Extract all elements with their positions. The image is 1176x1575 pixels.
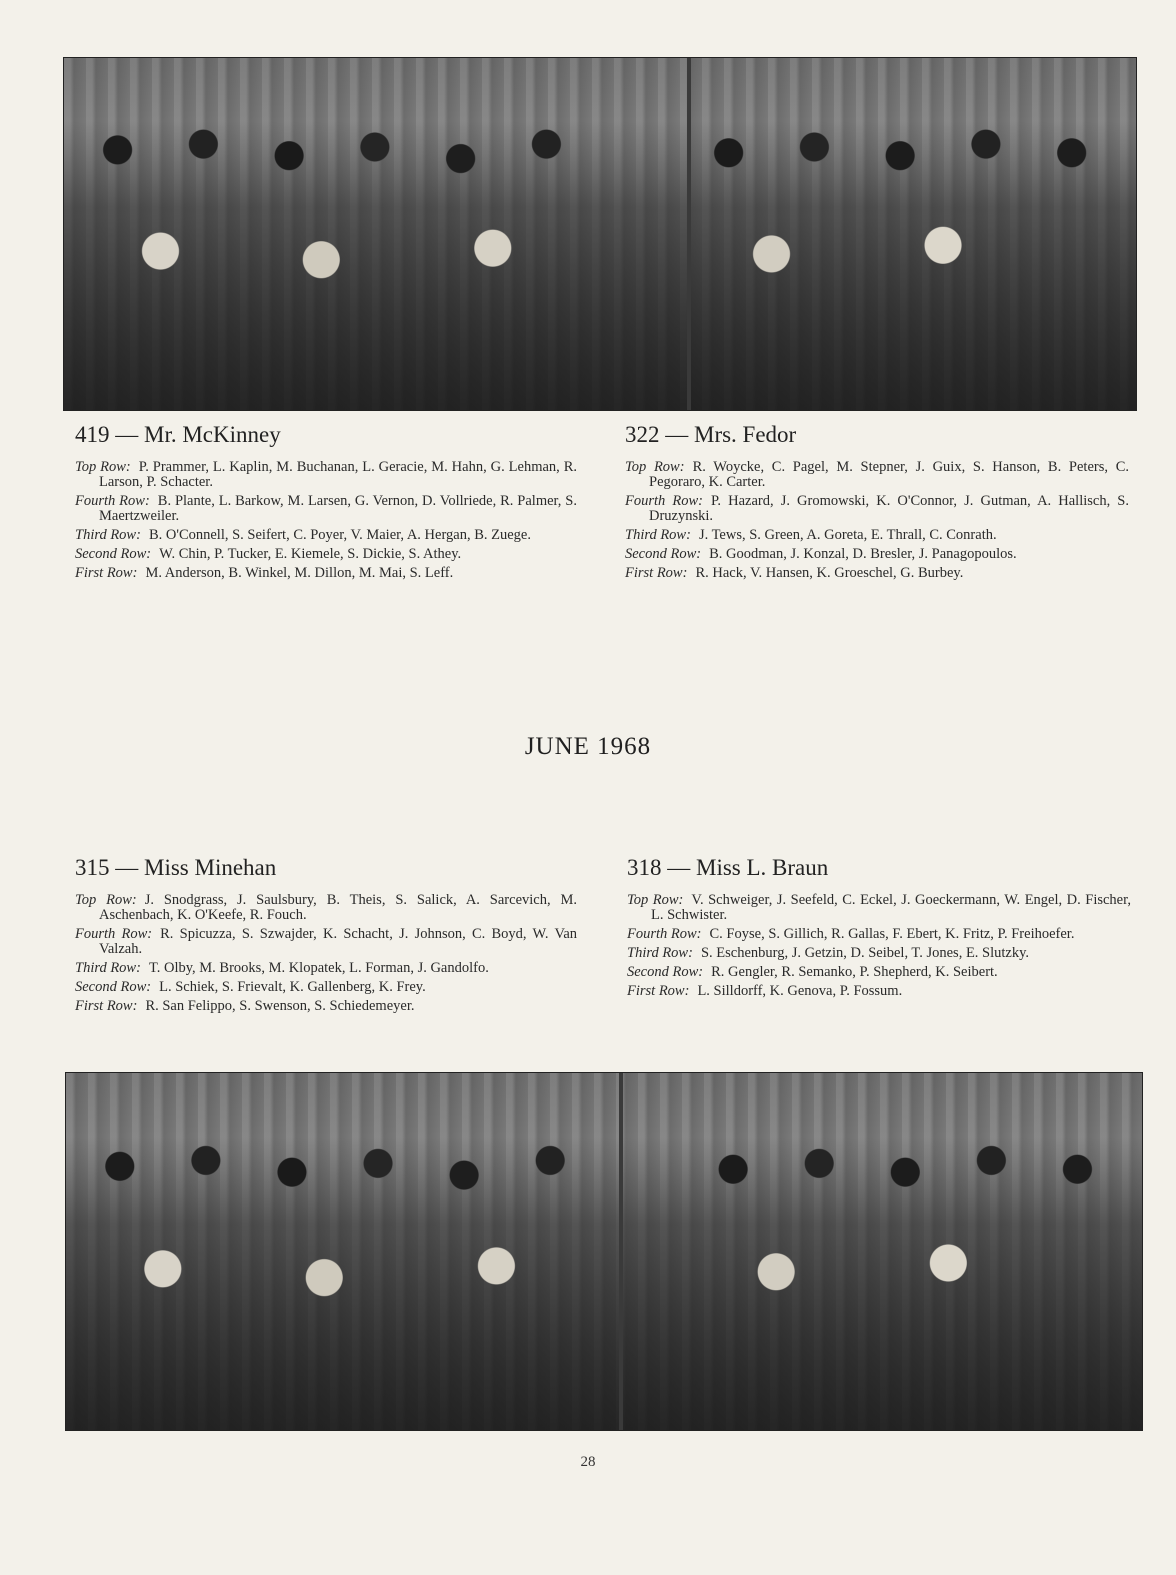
- row-label: First Row:: [627, 983, 690, 999]
- row-names: R. Spicuzza, S. Szwajder, K. Schacht, J. Johnson, C. Boyd, W. Van Valzah.: [99, 926, 577, 957]
- row-caption: [627, 927, 1131, 942]
- row-label: First Row:: [75, 565, 138, 581]
- row-names: R. Hack, V. Hansen, K. Groeschel, G. Burbey.: [695, 565, 964, 581]
- row-names: B. O'Connell, S. Seifert, C. Poyer, V. Maier, A. Hergan, B. Zuege.: [148, 527, 531, 543]
- row-label: Third Row:: [627, 945, 693, 961]
- page-number: 28: [580, 1454, 596, 1470]
- row-label: Top Row:: [75, 892, 137, 908]
- row-label: First Row:: [625, 565, 688, 581]
- row-names: B. Goodman, J. Konzal, D. Bresler, J. Panagopoulos.: [709, 546, 1017, 562]
- class-322: [625, 422, 1129, 585]
- row-caption: [75, 460, 577, 490]
- class-title: 419 — Mr. McKinney: [75, 422, 281, 447]
- row-label: Fourth Row:: [75, 926, 153, 942]
- row-names: W. Chin, P. Tucker, E. Kiemele, S. Dickie, S. Athey.: [159, 546, 462, 562]
- row-label: Third Row:: [625, 527, 691, 543]
- row-names: T. Olby, M. Brooks, M. Klopatek, L. Forman, J. Gandolfo.: [148, 960, 489, 976]
- row-caption: [75, 494, 577, 524]
- row-label: Top Row:: [75, 459, 131, 475]
- row-names: L. Schiek, S. Frievalt, K. Gallenberg, K. Frey.: [159, 979, 426, 995]
- row-caption: [625, 566, 1129, 581]
- row-label: Third Row:: [75, 960, 141, 976]
- class-419: [75, 422, 577, 585]
- row-names: S. Eschenburg, J. Getzin, D. Seibel, T. Jones, E. Slutzky.: [700, 945, 1030, 961]
- class-318: [627, 855, 1131, 1003]
- class-photo-bottom: [65, 1072, 1143, 1431]
- row-caption: [625, 494, 1129, 524]
- row-caption: [75, 566, 577, 581]
- row-names: L. Silldorff, K. Genova, P. Fossum.: [697, 983, 903, 999]
- class-title: 322 — Mrs. Fedor: [625, 422, 797, 447]
- class-title: 315 — Miss Minehan: [75, 855, 277, 880]
- row-names: P. Hazard, J. Gromowski, K. O'Connor, J. Gutman, A. Hallisch, S. Druzynski.: [649, 493, 1129, 524]
- row-label: Second Row:: [75, 979, 152, 995]
- row-names: B. Plante, L. Barkow, M. Larsen, G. Vernon, D. Vollriede, R. Palmer, S. Maertzweiler.: [99, 493, 577, 524]
- row-names: M. Anderson, B. Winkel, M. Dillon, M. Mai, S. Leff.: [145, 565, 454, 581]
- row-caption: [627, 946, 1131, 961]
- row-label: Third Row:: [75, 527, 141, 543]
- class-title: 318 — Miss L. Braun: [627, 855, 829, 880]
- row-names: C. Foyse, S. Gillich, R. Gallas, F. Ebert, K. Fritz, P. Freihoefer.: [709, 926, 1075, 942]
- row-caption: [625, 547, 1129, 562]
- row-names: P. Prammer, L. Kaplin, M. Buchanan, L. Geracie, M. Hahn, G. Lehman, R. Larson, P. Schacter.: [99, 459, 577, 490]
- row-label: Top Row:: [627, 892, 684, 908]
- row-caption: [627, 984, 1131, 999]
- row-label: Second Row:: [75, 546, 152, 562]
- section-title: JUNE 1968: [524, 733, 652, 760]
- row-label: Fourth Row:: [625, 493, 703, 509]
- row-label: Second Row:: [625, 546, 702, 562]
- photo-seam-bottom: [619, 1073, 623, 1430]
- students-group-top: [64, 121, 1136, 410]
- row-names: J. Tews, S. Green, A. Goreta, E. Thrall, C. Conrath.: [698, 527, 997, 543]
- class-photo-top: [63, 57, 1137, 411]
- row-names: R. San Felippo, S. Swenson, S. Schiedemeyer.: [145, 998, 415, 1014]
- row-names: J. Snodgrass, J. Saulsbury, B. Theis, S. Salick, A. Sarcevich, M. Aschenbach, K. O'Keefe, R. Fouch.: [99, 892, 577, 923]
- row-caption: [75, 961, 577, 976]
- class-315: [75, 855, 577, 1018]
- row-caption: [627, 965, 1131, 980]
- row-label: Second Row:: [627, 964, 704, 980]
- row-label: First Row:: [75, 998, 138, 1014]
- row-caption: [75, 927, 577, 957]
- row-caption: [75, 999, 577, 1014]
- row-caption: [75, 893, 577, 923]
- row-label: Fourth Row:: [627, 926, 702, 942]
- row-caption: [627, 893, 1131, 923]
- row-caption: [75, 547, 577, 562]
- row-names: R. Gengler, R. Semanko, P. Shepherd, K. Seibert.: [711, 964, 998, 980]
- row-names: R. Woycke, C. Pagel, M. Stepner, J. Guix, S. Hanson, B. Peters, C. Pegoraro, K. Carter.: [649, 459, 1130, 490]
- row-label: Fourth Row:: [75, 493, 150, 509]
- row-caption: [625, 528, 1129, 543]
- row-label: Top Row:: [625, 459, 685, 475]
- row-caption: [75, 528, 577, 543]
- students-group-bottom: [66, 1137, 1142, 1430]
- photo-seam-top: [687, 58, 691, 410]
- row-names: V. Schweiger, J. Seefeld, C. Eckel, J. Goeckermann, W. Engel, D. Fischer, L. Schwister.: [651, 892, 1131, 923]
- row-caption: [625, 460, 1129, 490]
- row-caption: [75, 980, 577, 995]
